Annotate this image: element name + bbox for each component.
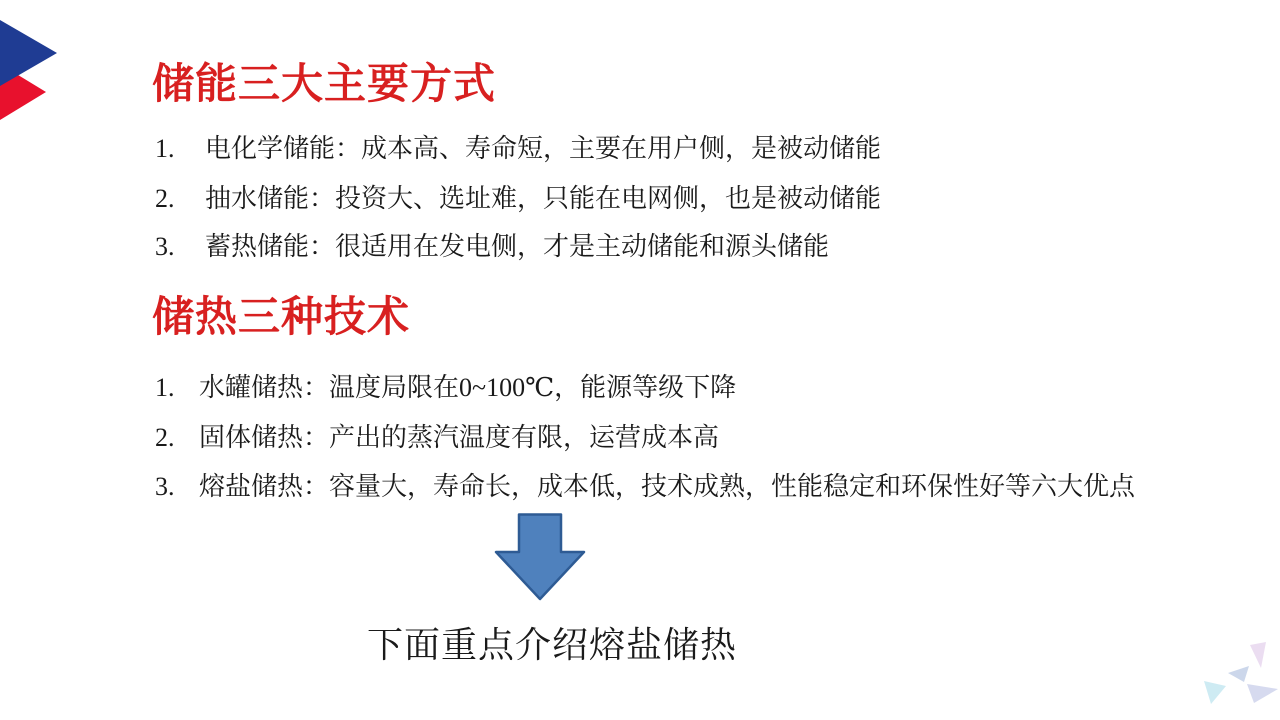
corner-flag-icon bbox=[0, 0, 70, 130]
section2-title: 储热三种技术 bbox=[152, 293, 411, 340]
list-item-number: 3. bbox=[155, 472, 175, 501]
list-item-text: 水罐储热：温度局限在0~100℃，能源等级下降 bbox=[199, 373, 737, 402]
corner-flag-blue-triangle bbox=[0, 20, 57, 86]
list-item-text: 固体储热：产出的蒸汽温度有限，运营成本高 bbox=[199, 423, 720, 452]
logo-triangle-cyan bbox=[1204, 681, 1226, 704]
list-item bbox=[155, 134, 881, 164]
list-item-text: 熔盐储热：容量大，寿命长，成本低，技术成熟，性能稳定和环保性好等六大优点 bbox=[199, 472, 1136, 501]
corner-triangles-logo bbox=[1198, 636, 1280, 710]
list-item bbox=[155, 373, 736, 403]
list-item bbox=[155, 472, 1135, 502]
list-item bbox=[155, 423, 719, 453]
down-arrow-icon bbox=[494, 513, 586, 601]
down-arrow-shape bbox=[496, 515, 584, 600]
list-item-number: 2. bbox=[155, 184, 175, 213]
logo-triangle-steelblue bbox=[1228, 666, 1249, 682]
conclusion-text: 下面重点介绍熔盐储热 bbox=[366, 625, 737, 665]
list-item-number: 2. bbox=[155, 423, 175, 452]
list-item bbox=[155, 184, 881, 214]
list-item-text: 蓄热储能：很适用在发电侧，才是主动储能和源头储能 bbox=[205, 232, 830, 261]
list-item-number: 1. bbox=[155, 134, 175, 163]
list-item bbox=[155, 232, 829, 262]
list-item-text: 抽水储能：投资大、选址难，只能在电网侧，也是被动储能 bbox=[205, 184, 882, 213]
list-item-text: 电化学储能：成本高、寿命短，主要在用户侧，是被动储能 bbox=[205, 134, 882, 163]
logo-triangle-pink bbox=[1250, 642, 1266, 668]
list-item-number: 3. bbox=[155, 232, 175, 261]
logo-triangle-lavender bbox=[1247, 684, 1278, 703]
list-item-number: 1. bbox=[155, 373, 175, 402]
section1-title: 储能三大主要方式 bbox=[152, 60, 497, 107]
